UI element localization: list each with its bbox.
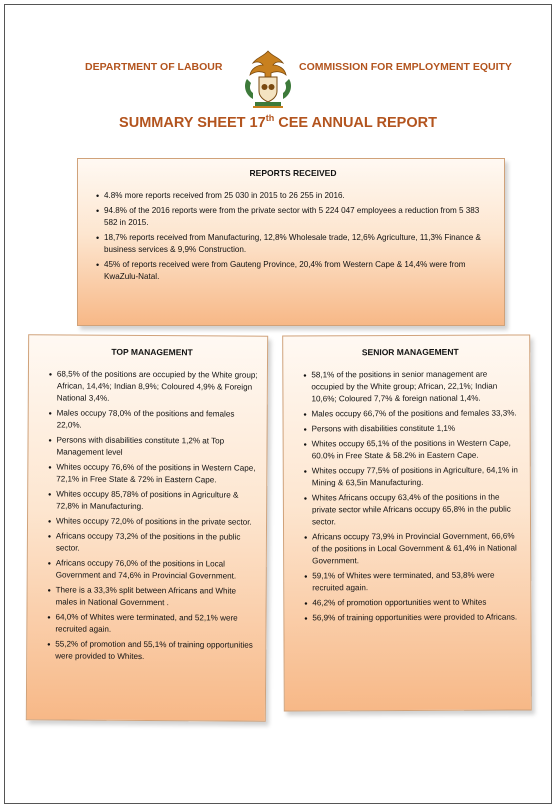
list-item: • 64,0% of Whites were terminated, and 52,1% were recruited again. bbox=[55, 611, 257, 636]
page-header bbox=[5, 55, 551, 115]
reports-received-card bbox=[77, 158, 505, 326]
list-item: • Whites occupy 85,78% of positions in Agriculture & 72,8% in Manufacturing. bbox=[56, 488, 258, 513]
top-management-list bbox=[43, 368, 259, 663]
list-item: • 18,7% reports received from Manufacturing, 12,8% Wholesale trade, 12,6% Agriculture, 11,3% Finance & business services & 9,9% Construction. bbox=[104, 232, 494, 256]
list-item: • 46,2% of promotion opportunities went to Whites bbox=[312, 596, 522, 609]
list-item: • 55,2% of promotion and 55,1% of training opportunities were provided to Whites. bbox=[55, 638, 257, 663]
title-prefix: SUMMARY SHEET 17 bbox=[119, 114, 266, 131]
list-item: • Whites occupy 65,1% of the positions in Western Cape, 60.0% in Free State & 58.2% in Eastern Cape. bbox=[312, 437, 522, 462]
reports-received-heading: REPORTS RECEIVED bbox=[249, 168, 337, 178]
list-item: • 56,9% of training opportunities were provided to Africans. bbox=[312, 611, 522, 624]
list-item: • Whites occupy 72,0% of positions in the private sector. bbox=[56, 515, 258, 528]
list-item: • 68,5% of the positions are occupied by the White group; African, 14,4%; Indian 8,9%; Coloured 4,9% & Foreign National 3,4%. bbox=[57, 368, 259, 405]
list-item: • Africans occupy 73,9% in Provincial Government, 66,6% of the positions in Local Government & 61,4% in National Government. bbox=[312, 530, 522, 567]
list-item: • Africans occupy 76,0% of the positions in Local Government and 74,6% in Provincial Government. bbox=[56, 557, 258, 582]
list-item: • Males occupy 66,7% of the positions and females 33,3%. bbox=[311, 407, 521, 420]
commission-name: COMMISSION FOR EMPLOYMENT EQUITY bbox=[299, 61, 512, 73]
page-title bbox=[5, 113, 551, 131]
list-item: • 59,1% of Whites were terminated, and 53,8% were recruited again. bbox=[312, 569, 522, 594]
senior-management-card bbox=[282, 334, 532, 711]
list-item: • 45% of reports received were from Gauteng Province, 20,4% from Western Cape & 14,4% were from KwaZulu-Natal. bbox=[104, 259, 494, 283]
title-superscript: th bbox=[265, 113, 275, 123]
senior-management-list bbox=[299, 368, 522, 624]
list-item: • Persons with disabilities constitute 1,2% at Top Management level bbox=[56, 434, 258, 459]
title-suffix: CEE ANNUAL REPORT bbox=[274, 114, 437, 131]
coat-of-arms-icon bbox=[241, 49, 295, 109]
list-item: • Whites Africans occupy 63,4% of the positions in the private sector while Africans occupy 65,8% in the public sector. bbox=[312, 491, 522, 528]
department-name: DEPARTMENT OF LABOUR bbox=[85, 61, 223, 73]
list-item: • Whites occupy 77,5% of positions in Agriculture, 64,1% in Mining & 63,5in Manufacturing. bbox=[312, 464, 522, 489]
senior-management-heading: SENIOR MANAGEMENT bbox=[361, 346, 459, 358]
list-item: • Africans occupy 73,2% of the positions in the public sector. bbox=[56, 530, 258, 555]
list-item: • 58,1% of the positions in senior management are occupied by the White group; African, 22,1%; Indian 10,6%; Coloured 7,7% & foreign national 1,4%. bbox=[311, 368, 521, 405]
list-item: • Males occupy 78,0% of the positions and females 22,0%. bbox=[57, 407, 259, 432]
report-page bbox=[4, 4, 552, 804]
list-item: • 4.8% more reports received from 25 030 in 2015 to 26 255 in 2016. bbox=[104, 190, 494, 202]
list-item: • Persons with disabilities constitute 1,1% bbox=[312, 422, 522, 435]
list-item: • There is a 33,3% split between Africans and White males in National Government . bbox=[56, 584, 258, 609]
top-management-heading: TOP MANAGEMENT bbox=[111, 346, 193, 358]
list-item: • Whites occupy 76,6% of the positions in Western Cape, 72,1% in Free State & 72% in Eastern Cape. bbox=[56, 461, 258, 486]
top-management-card bbox=[26, 334, 268, 721]
reports-received-list bbox=[92, 190, 494, 283]
list-item: • 94.8% of the 2016 reports were from the private sector with 5 224 047 employees a reduction from 5 383 582 in 2015. bbox=[104, 205, 494, 229]
